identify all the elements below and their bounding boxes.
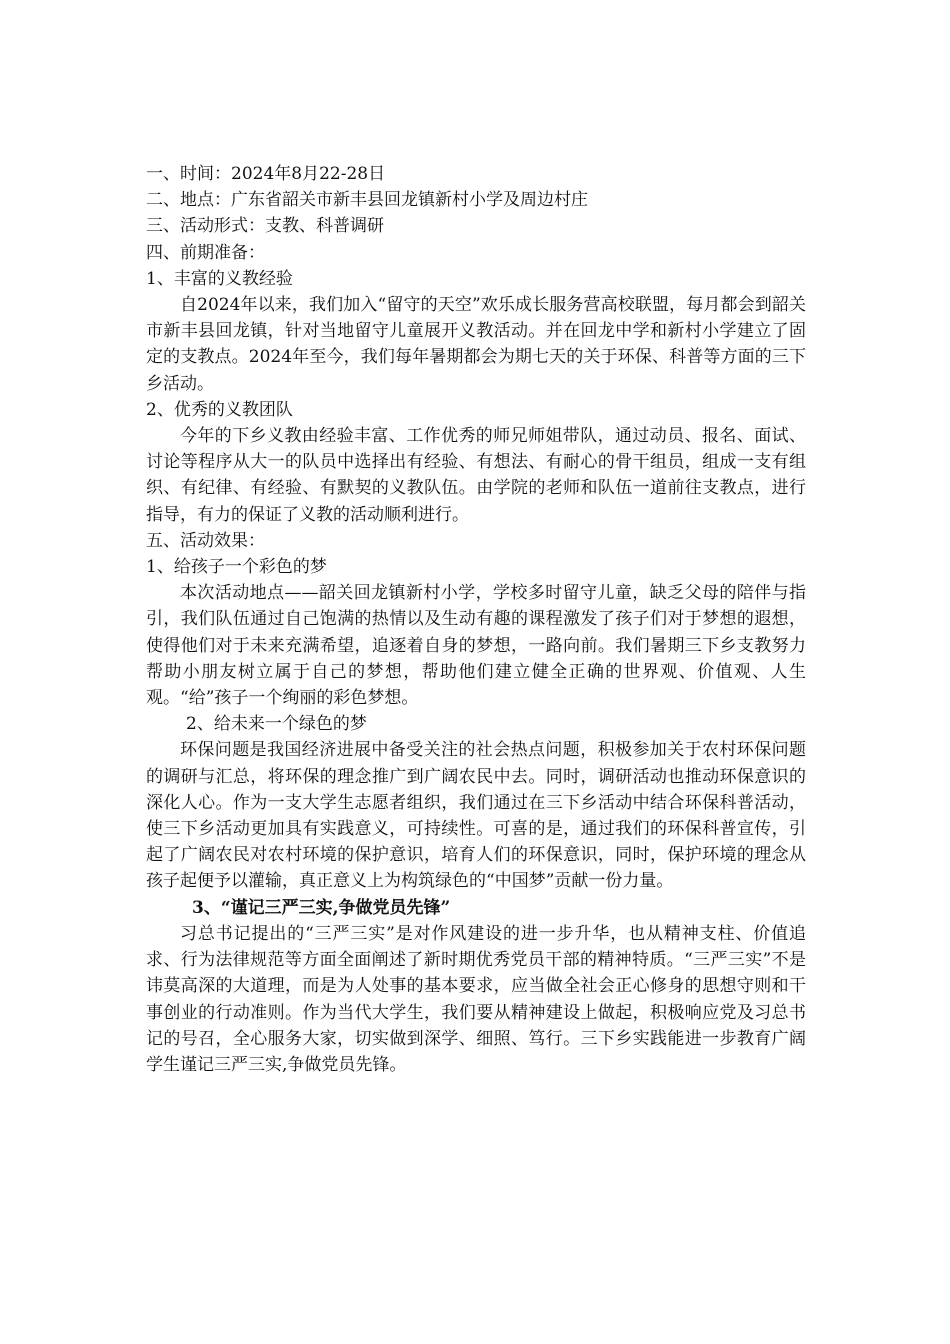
- effect-2-paragraph: 环保问题是我国经济进展中备受关注的社会热点问题，积极参加关于农村环保问题的调研与汇总，将环保的理念推广到广阔农民中去。同时，调研活动也推动环保意识的深化人心。作为一支大学生志愿者组织，我们通过在三下乡活动中结合环保科普活动，使三下乡活动更加具有实践意义，可持续性。可喜的是，通过我们的环保科普宣传，引起了广阔农民对农村环境的保护意识，培育人们的环保意识，同时，保护环境的理念从孩子起便予以灌输，真正意义上为构筑绿色的“中国梦”贡献一份力量。: [146, 740, 806, 892]
- preparation-1-paragraph: 自2024年以来，我们加入“留守的天空”欢乐成长服务营高校联盟，每月都会到韶关市新丰县回龙镇，针对当地留守儿童展开义教活动。并在回龙中学和新村小学建立了固定的支教点。2024年至今，我们每年暑期都会为期七天的关于环保、科普等方面的三下乡活动。: [146, 295, 806, 394]
- preparation-2-title: 2、优秀的义教团队: [146, 399, 293, 420]
- preparation-heading: 四、前期准备：: [146, 242, 265, 263]
- time-line: 一、时间：2024年8月22-28日: [146, 164, 386, 184]
- effect-heading: 五、活动效果：: [146, 530, 265, 551]
- effect-1-paragraph: 本次活动地点——韶关回龙镇新村小学，学校多时留守儿童，缺乏父母的陪伴与指引，我们队伍通过自己饱满的热情以及生动有趣的课程激发了孩子们对于梦想的遐想，使得他们对于未来充满希望，追逐着自身的梦想，一路向前。我们暑期三下乡支教努力帮助小朋友树立属于自己的梦想，帮助他们建立健全正确的世界观、价值观、人生观。“给”孩子一个绚丽的彩色梦想。: [146, 583, 806, 709]
- effect-3-title: 3、“谨记三严三实,争做党员先锋”: [192, 897, 451, 918]
- effect-2-title: 2、给未来一个绿色的梦: [186, 714, 367, 735]
- effect-1-title: 1、给孩子一个彩色的梦: [146, 557, 327, 578]
- effect-3-paragraph: 习总书记提出的“三严三实”是对作风建设的进一步升华，也从精神支柱、价值追求、行为法律规范等方面全面阐述了新时期优秀党员干部的精神特质。“三严三实”不是讳莫高深的大道理，而是为人处事的基本要求，应当做全社会正心修身的思想守则和干事创业的行动准则。作为当代大学生，我们要从精神建设上做起，积极响应党及习总书记的号召，全心服务大家，切实做到深学、细照、笃行。三下乡实践能进一步教育广阔学生谨记三严三实,争做党员先锋。: [146, 923, 806, 1075]
- document-body: [146, 161, 806, 1078]
- activity-form-line: 三、活动形式：支教、科普调研: [146, 216, 384, 237]
- preparation-2-paragraph: 今年的下乡义教由经验丰富、工作优秀的师兄师姐带队，通过动员、报名、面试、讨论等程序从大一的队员中选择出有经验、有想法、有耐心的骨干组员，组成一支有组织、有纪律、有经验、有默契的义教队伍。由学院的老师和队伍一道前往支教点，进行指导，有力的保证了义教的活动顺利进行。: [146, 426, 806, 525]
- location-line: 二、地点：广东省韶关市新丰县回龙镇新村小学及周边村庄: [146, 190, 588, 211]
- preparation-1-title: 1、丰富的义教经验: [146, 268, 293, 289]
